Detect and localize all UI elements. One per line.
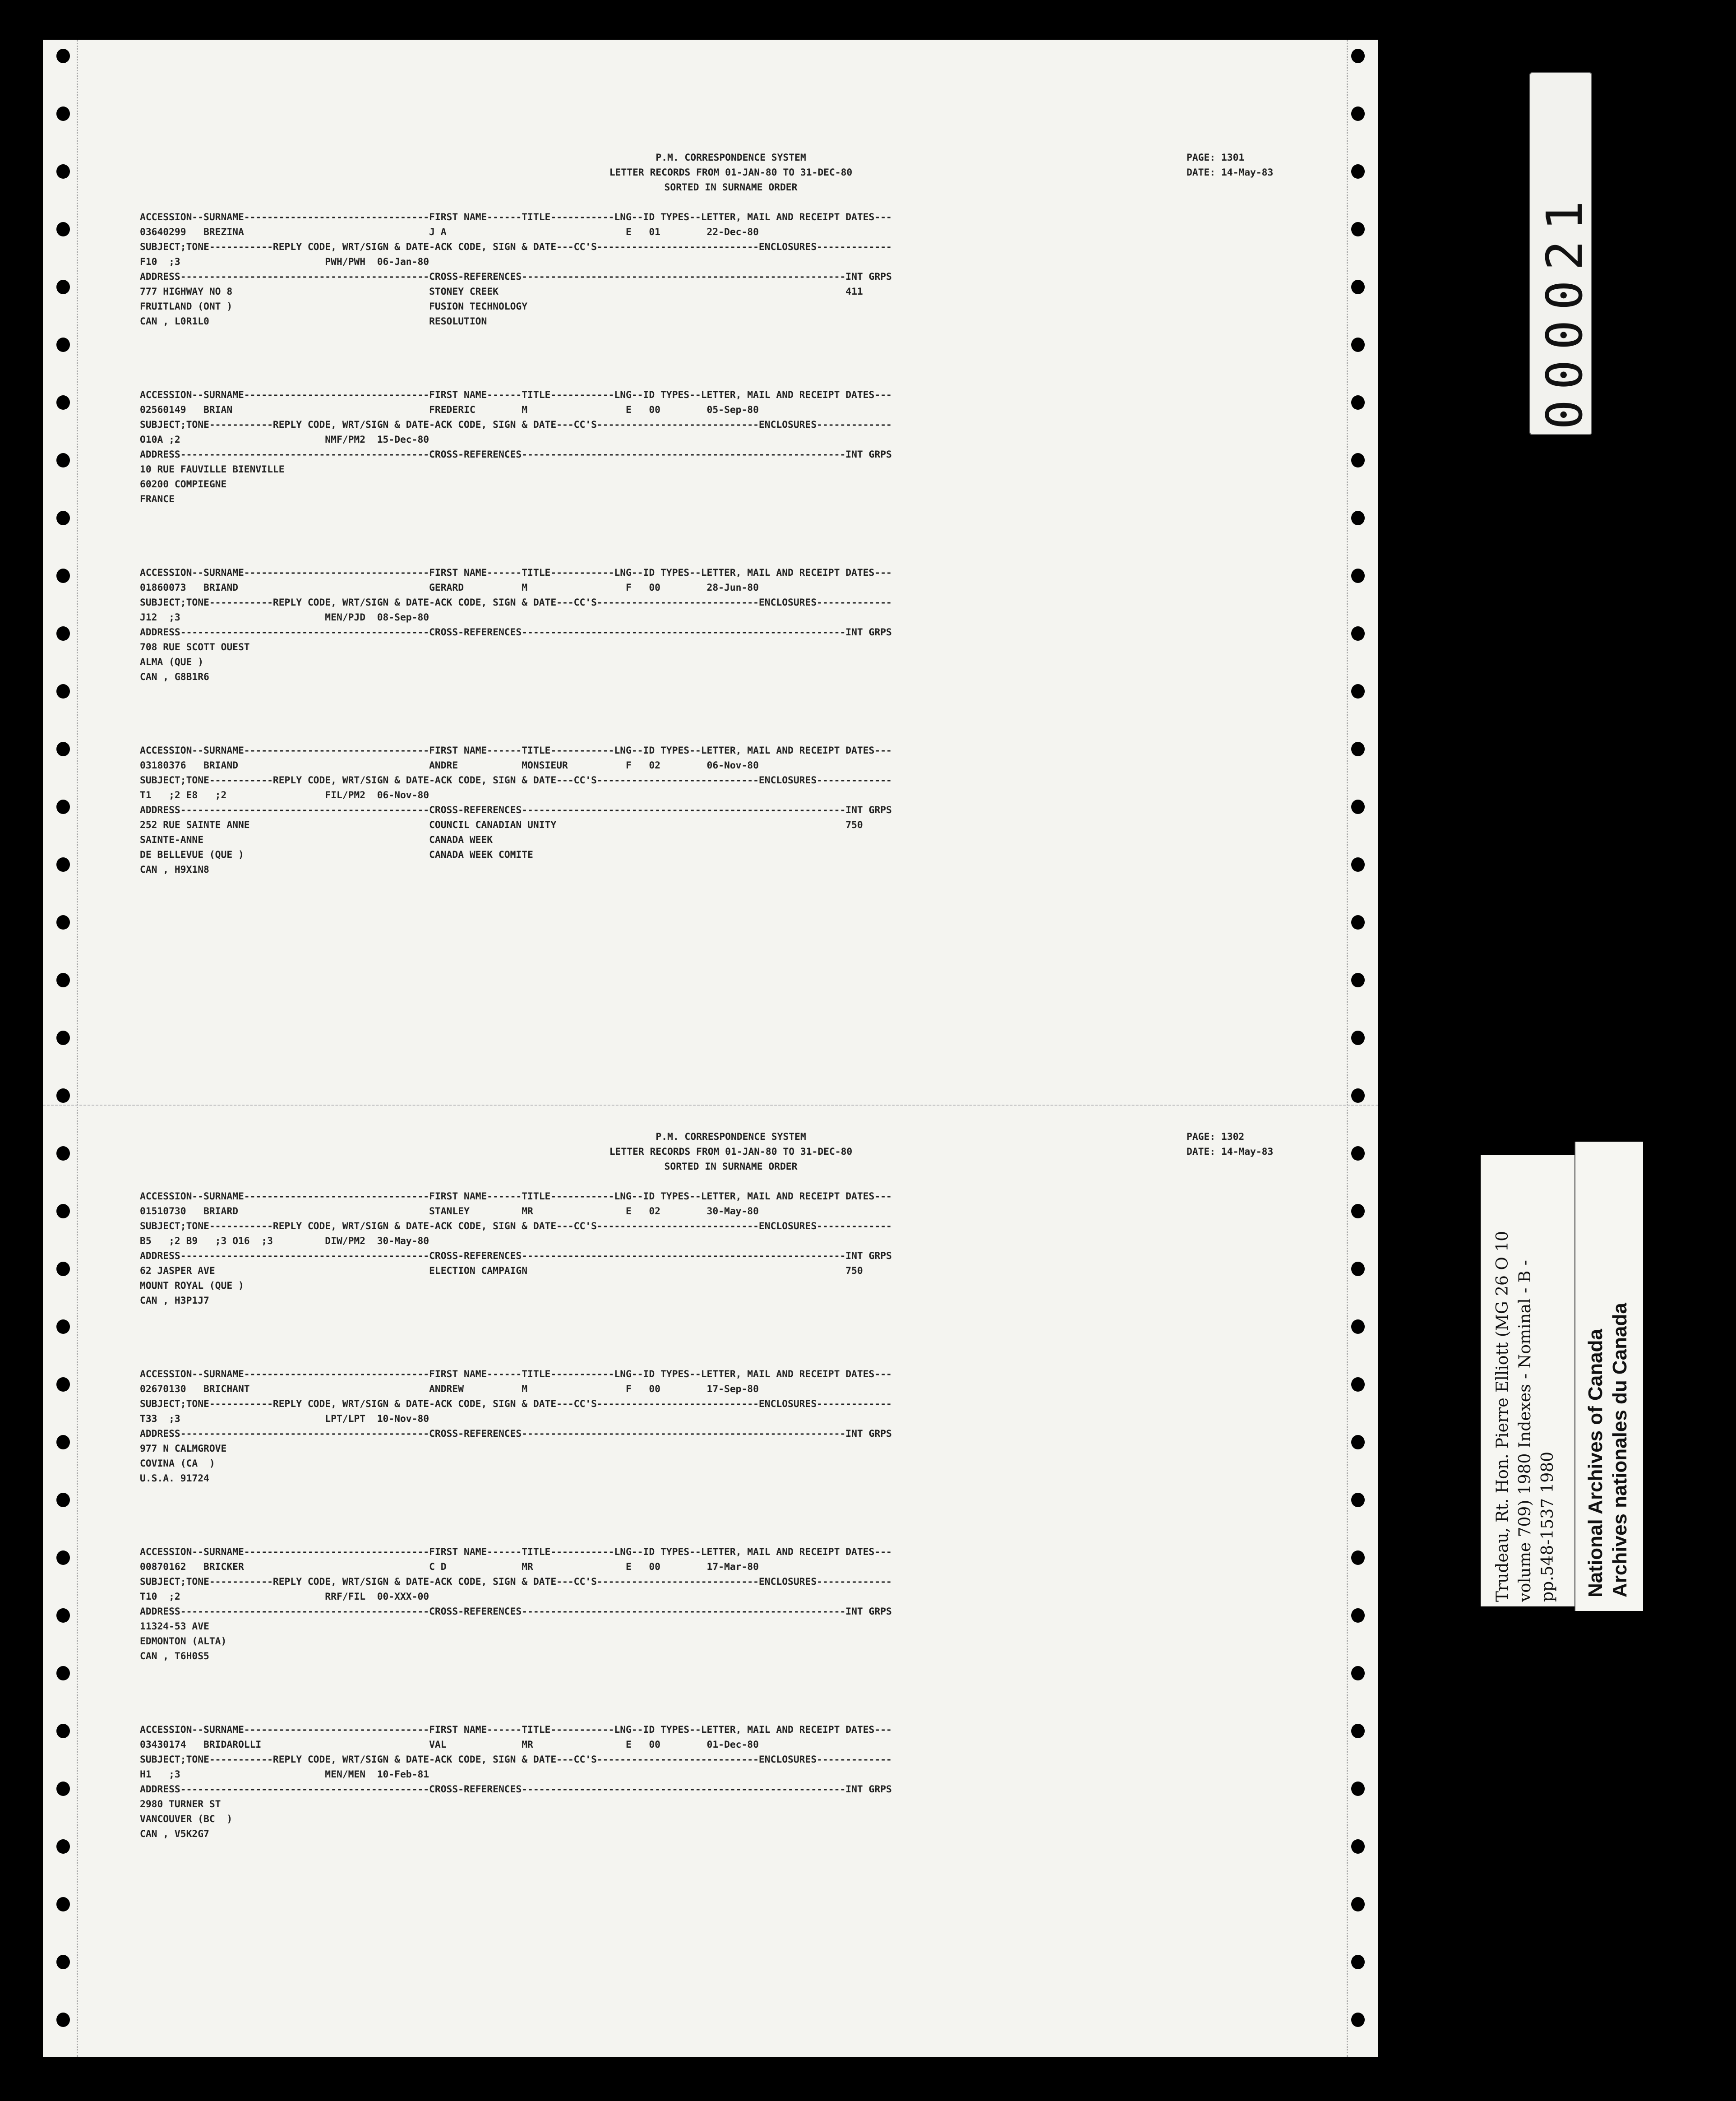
reference-line-1: Trudeau, Rt. Hon. Pierre Elliott (MG 26 O 10 [1493,1231,1512,1602]
tractor-hole [56,1782,70,1796]
tractor-hole [1351,1666,1365,1680]
record-line: 01860073 BRIAND GERARD M F 00 28-Jun-80 [140,582,759,593]
tractor-hole [1351,1493,1365,1507]
left-tractor-holes [54,40,72,2057]
record-line: CAN , H3P1J7 [140,1295,209,1306]
tractor-hole [56,1031,70,1045]
record-line: ADDRESS-------------------------------------------CROSS-REFERENCES--------------------------------------------------------INT GRPS [140,1606,892,1617]
report-title: P.M. CORRESPONDENCE SYSTEM [656,152,806,163]
record-line: EDMONTON (ALTA) [140,1636,227,1647]
right-perforation [1347,40,1348,2057]
record-line: 03640299 BREZINA J A E 01 22-Dec-80 [140,227,759,238]
tractor-hole [1351,569,1365,583]
tractor-hole [56,453,70,467]
tractor-hole [56,1204,70,1218]
report-page-1302 [140,1129,1322,1900]
records [140,1189,1322,1842]
archive-name-en: National Archives of Canada [1584,1329,1607,1597]
tractor-hole [56,49,70,63]
tractor-hole [1351,1724,1365,1738]
tractor-hole [56,857,70,872]
record-line: SUBJECT;TONE-----------REPLY CODE, WRT/SIGN & DATE-ACK CODE, SIGN & DATE---CC'S----------------------------ENCLOSURES------------- [140,597,892,608]
tractor-hole [56,684,70,699]
tractor-hole [56,1550,70,1565]
tractor-hole [56,915,70,930]
record-line: J12 ;3 MEN/PJD 08-Sep-80 [140,612,429,623]
tractor-hole [1351,280,1365,294]
tractor-hole [56,1897,70,1911]
record-line: U.S.A. 91724 [140,1473,209,1484]
tractor-hole [1351,1435,1365,1449]
record-line: ACCESSION--SURNAME--------------------------------FIRST NAME------TITLE-----------LNG--ID TYPES--LETTER, MAIL AND RECEIPT DATES--- [140,389,892,401]
tractor-hole [1351,857,1365,872]
record-line: 02560149 BRIAN FREDERIC M E 00 05-Sep-80 [140,404,759,416]
record-line: H1 ;3 MEN/MEN 10-Feb-81 [140,1769,429,1780]
page-header [140,150,1322,210]
tractor-hole [56,800,70,814]
tractor-hole [1351,684,1365,699]
reference-line-2: volume 709) 1980 Indexes - Nominal - B - [1516,1260,1534,1602]
page-header [140,1129,1322,1189]
report-date: DATE: 14-May-83 [1187,167,1274,178]
page-tear-line [43,1105,1378,1106]
tractor-hole [56,742,70,756]
tractor-hole [1351,626,1365,641]
tractor-hole [56,222,70,236]
archive-name-label [1574,1142,1643,1611]
right-tractor-holes [1349,40,1367,2057]
tractor-hole [1351,1897,1365,1911]
report-date: DATE: 14-May-83 [1187,1146,1274,1157]
tractor-hole [56,1839,70,1854]
letter-record [140,1722,1322,1842]
tractor-hole [1351,1608,1365,1623]
record-line: ACCESSION--SURNAME--------------------------------FIRST NAME------TITLE-----------LNG--ID TYPES--LETTER, MAIL AND RECEIPT DATES--- [140,212,892,223]
letter-record [140,1189,1322,1308]
report-page-1301 [140,150,1322,936]
report-title: P.M. CORRESPONDENCE SYSTEM [656,1131,806,1143]
tractor-hole [56,1319,70,1334]
record-line: VANCOUVER (BC ) [140,1814,233,1825]
archive-reference-label [1481,1155,1575,1606]
tractor-hole [56,511,70,525]
letter-record [140,388,1322,507]
tractor-hole [1351,915,1365,930]
tractor-hole [1351,1088,1365,1103]
record-line: DE BELLEVUE (QUE ) CANADA WEEK COMITE [140,849,533,861]
record-line: 60200 COMPIEGNE [140,479,227,490]
tractor-hole [56,569,70,583]
tractor-hole [56,2013,70,2027]
record-line: 62 JASPER AVE ELECTION CAMPAIGN 750 [140,1265,863,1277]
page-number: PAGE: 1301 [1187,152,1245,163]
tractor-hole [56,1435,70,1449]
report-range: LETTER RECORDS FROM 01-JAN-80 TO 31-DEC-80 [609,167,853,178]
tractor-hole [56,1493,70,1507]
record-line: ACCESSION--SURNAME--------------------------------FIRST NAME------TITLE-----------LNG--ID TYPES--LETTER, MAIL AND RECEIPT DATES--- [140,567,892,578]
record-line: 03180376 BRIAND ANDRE MONSIEUR F 02 06-Nov-80 [140,760,759,771]
record-line: SAINTE-ANNE CANADA WEEK [140,834,493,846]
record-line: 2980 TURNER ST [140,1799,221,1810]
record-line: CAN , G8B1R6 [140,671,209,683]
printout-paper [43,40,1378,2057]
tractor-hole [1351,1377,1365,1392]
tractor-hole [56,1262,70,1276]
tractor-hole [1351,511,1365,525]
tractor-hole [56,1955,70,1969]
left-perforation [77,40,78,2057]
tractor-hole [56,1377,70,1392]
record-line: SUBJECT;TONE-----------REPLY CODE, WRT/SIGN & DATE-ACK CODE, SIGN & DATE---CC'S----------------------------ENCLOSURES------------- [140,241,892,253]
record-line: ACCESSION--SURNAME--------------------------------FIRST NAME------TITLE-----------LNG--ID TYPES--LETTER, MAIL AND RECEIPT DATES--- [140,1724,892,1735]
tractor-hole [1351,453,1365,467]
tractor-hole [56,106,70,121]
tractor-hole [1351,1146,1365,1161]
report-sort: SORTED IN SURNAME ORDER [664,1161,798,1172]
record-line: 02670130 BRICHANT ANDREW M F 00 17-Sep-80 [140,1384,759,1395]
record-line: MOUNT ROYAL (QUE ) [140,1280,244,1291]
tractor-hole [56,1608,70,1623]
letter-record [140,565,1322,685]
record-line: T33 ;3 LPT/LPT 10-Nov-80 [140,1413,429,1425]
record-line: FRUITLAND (ONT ) FUSION TECHNOLOGY [140,301,528,312]
record-line: 252 RUE SAINTE ANNE COUNCIL CANADIAN UNITY 750 [140,819,863,831]
record-line: ACCESSION--SURNAME--------------------------------FIRST NAME------TITLE-----------LNG--ID TYPES--LETTER, MAIL AND RECEIPT DATES--- [140,745,892,756]
tractor-hole [1351,800,1365,814]
reference-line-3: pp.548-1537 1980 [1538,1451,1557,1602]
serial-number-label [1529,72,1592,435]
record-line: CAN , V5K2G7 [140,1828,209,1840]
record-line: 01510730 BRIARD STANLEY MR E 02 30-May-80 [140,1206,759,1217]
record-line: ACCESSION--SURNAME--------------------------------FIRST NAME------TITLE-----------LNG--ID TYPES--LETTER, MAIL AND RECEIPT DATES--- [140,1369,892,1380]
record-line: SUBJECT;TONE-----------REPLY CODE, WRT/SIGN & DATE-ACK CODE, SIGN & DATE---CC'S----------------------------ENCLOSURES------------- [140,419,892,430]
record-line: FRANCE [140,494,175,505]
archive-name-text [1584,1303,1632,1597]
record-line: 10 RUE FAUVILLE BIENVILLE [140,464,285,475]
record-line: 977 N CALMGROVE [140,1443,227,1454]
record-line: 11324-53 AVE [140,1621,209,1632]
record-line: T1 ;2 E8 ;2 FIL/PM2 06-Nov-80 [140,790,429,801]
tractor-hole [1351,49,1365,63]
record-line: 708 RUE SCOTT OUEST [140,642,250,653]
tractor-hole [56,1088,70,1103]
record-line: CAN , H9X1N8 [140,864,209,875]
tractor-hole [56,338,70,352]
record-line: CAN , T6H0S5 [140,1651,209,1662]
tractor-hole [56,1666,70,1680]
record-line: COVINA (CA ) [140,1458,215,1469]
tractor-hole [56,280,70,294]
archive-name-fr: Archives nationales du Canada [1609,1303,1631,1597]
tractor-hole [1351,106,1365,121]
record-line: ALMA (QUE ) [140,657,204,668]
record-line: 777 HIGHWAY NO 8 STONEY CREEK 411 [140,286,863,297]
tractor-hole [56,164,70,179]
record-line: ADDRESS-------------------------------------------CROSS-REFERENCES--------------------------------------------------------INT GRPS [140,805,892,816]
page-number: PAGE: 1302 [1187,1131,1245,1143]
tractor-hole [56,395,70,410]
letter-record [140,210,1322,329]
serial-number: 000021 [1536,190,1593,430]
tractor-hole [1351,1955,1365,1969]
tractor-hole [1351,395,1365,410]
record-line: ACCESSION--SURNAME--------------------------------FIRST NAME------TITLE-----------LNG--ID TYPES--LETTER, MAIL AND RECEIPT DATES--- [140,1191,892,1202]
tractor-hole [1351,2013,1365,2027]
report-range: LETTER RECORDS FROM 01-JAN-80 TO 31-DEC-80 [609,1146,853,1157]
record-line: ACCESSION--SURNAME--------------------------------FIRST NAME------TITLE-----------LNG--ID TYPES--LETTER, MAIL AND RECEIPT DATES--- [140,1546,892,1558]
tractor-hole [1351,1782,1365,1796]
tractor-hole [1351,1550,1365,1565]
tractor-hole [1351,222,1365,236]
record-line: SUBJECT;TONE-----------REPLY CODE, WRT/SIGN & DATE-ACK CODE, SIGN & DATE---CC'S----------------------------ENCLOSURES------------- [140,1754,892,1765]
record-line: ADDRESS-------------------------------------------CROSS-REFERENCES--------------------------------------------------------INT GRPS [140,271,892,282]
tractor-hole [1351,338,1365,352]
tractor-hole [1351,1031,1365,1045]
tractor-hole [1351,973,1365,987]
record-line: ADDRESS-------------------------------------------CROSS-REFERENCES--------------------------------------------------------INT GRPS [140,1428,892,1439]
record-line: O10A ;2 NMF/PM2 15-Dec-80 [140,434,429,445]
tractor-hole [1351,164,1365,179]
archive-reference-text [1491,1231,1559,1602]
tractor-hole [56,1146,70,1161]
record-line: SUBJECT;TONE-----------REPLY CODE, WRT/SIGN & DATE-ACK CODE, SIGN & DATE---CC'S----------------------------ENCLOSURES------------- [140,775,892,786]
report-sort: SORTED IN SURNAME ORDER [664,182,798,193]
record-line: SUBJECT;TONE-----------REPLY CODE, WRT/SIGN & DATE-ACK CODE, SIGN & DATE---CC'S----------------------------ENCLOSURES------------- [140,1221,892,1232]
tractor-hole [1351,1262,1365,1276]
record-line: ADDRESS-------------------------------------------CROSS-REFERENCES--------------------------------------------------------INT GRPS [140,627,892,638]
tractor-hole [56,626,70,641]
letter-record [140,1367,1322,1486]
records [140,210,1322,877]
record-line: CAN , L0R1L0 RESOLUTION [140,316,487,327]
tractor-hole [1351,1319,1365,1334]
letter-record [140,1545,1322,1664]
record-line: ADDRESS-------------------------------------------CROSS-REFERENCES--------------------------------------------------------INT GRPS [140,1250,892,1262]
record-line: T10 ;2 RRF/FIL 00-XXX-00 [140,1591,429,1602]
record-line: ADDRESS-------------------------------------------CROSS-REFERENCES--------------------------------------------------------INT GRPS [140,449,892,460]
letter-record [140,743,1322,877]
record-line: SUBJECT;TONE-----------REPLY CODE, WRT/SIGN & DATE-ACK CODE, SIGN & DATE---CC'S----------------------------ENCLOSURES------------- [140,1576,892,1587]
record-line: SUBJECT;TONE-----------REPLY CODE, WRT/SIGN & DATE-ACK CODE, SIGN & DATE---CC'S----------------------------ENCLOSURES------------- [140,1398,892,1410]
tractor-hole [56,973,70,987]
record-line: 00870162 BRICKER C D MR E 00 17-Mar-80 [140,1561,759,1573]
record-line: F10 ;3 PWH/PWH 06-Jan-80 [140,256,429,268]
tractor-hole [56,1724,70,1738]
record-line: B5 ;2 B9 ;3 O16 ;3 DIW/PM2 30-May-80 [140,1236,429,1247]
tractor-hole [1351,742,1365,756]
tractor-hole [1351,1839,1365,1854]
record-line: ADDRESS-------------------------------------------CROSS-REFERENCES--------------------------------------------------------INT GRPS [140,1784,892,1795]
tractor-hole [1351,1204,1365,1218]
record-line: 03430174 BRIDAROLLI VAL MR E 00 01-Dec-80 [140,1739,759,1750]
